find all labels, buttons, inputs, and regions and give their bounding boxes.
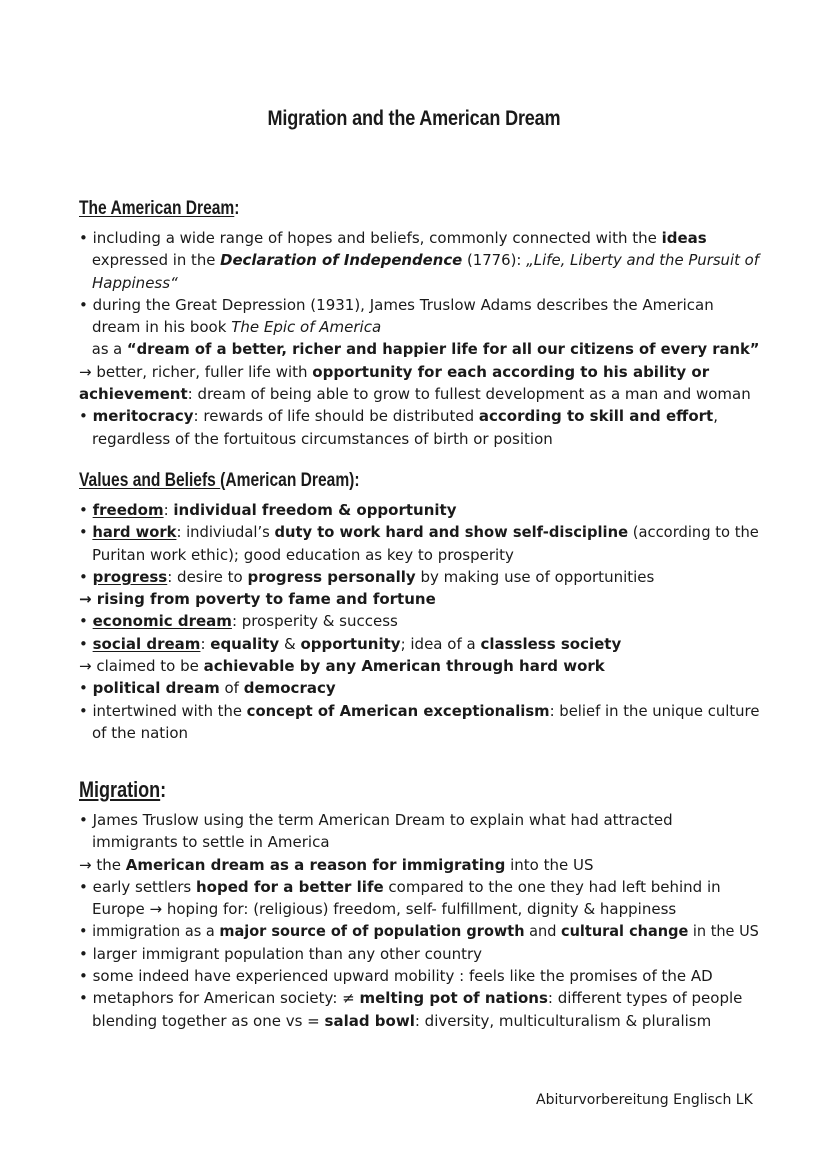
list-item: • meritocracy: rewards of life should be distributed according to skill and effort,	[79, 407, 718, 426]
list-item-continuation: Happiness“	[92, 273, 178, 292]
arrow-line: → better, richer, fuller life with opportunity for each according to his ability or	[79, 362, 710, 381]
list-item-continuation: immigrants to settle in America	[92, 833, 330, 852]
list-item-continuation: blending together as one vs = salad bowl: diversity, multiculturalism & pluralism	[92, 1011, 712, 1030]
american-dream-list	[79, 227, 759, 450]
page-footer: Abiturvorbereitung Englisch LK	[536, 1092, 753, 1108]
list-item: • social dream: equality & opportunity; idea of a classless society	[79, 634, 622, 653]
list-item: • during the Great Depression (1931), James Truslow Adams describes the American	[79, 295, 714, 314]
arrow-line-continuation: achievement: dream of being able to grow to fullest development as a man and woman	[79, 385, 751, 404]
list-item: • political dream of democracy	[79, 679, 336, 698]
arrow-line: → claimed to be achievable by any American through hard work	[79, 657, 605, 676]
list-item: • larger immigrant population than any other country	[79, 944, 483, 963]
values-list	[79, 499, 759, 744]
list-item: • freedom: individual freedom & opportunity	[79, 501, 457, 519]
list-item: • including a wide range of hopes and beliefs, commonly connected with the ideas	[79, 229, 707, 247]
list-item: • early settlers hoped for a better life compared to the one they had left behind in	[79, 877, 721, 896]
list-item: • metaphors for American society: ≠ melting pot of nations: different types of people	[79, 989, 743, 1008]
list-item-continuation: dream in his book The Epic of America	[92, 318, 382, 337]
page-title: Migration and the American Dream	[267, 107, 561, 130]
list-item: • James Truslow using the term American Dream to explain what had attracted	[79, 811, 673, 829]
list-item-continuation: expressed in the Declaration of Independence (1776): „Life, Liberty and the Pursuit of	[91, 251, 759, 270]
section-heading-values: Values and Beliefs (American Dream):	[79, 470, 360, 491]
arrow-line: → rising from poverty to fame and fortune	[79, 590, 436, 609]
list-item: • some indeed have experienced upward mobility : feels like the promises of the AD	[79, 967, 713, 986]
section-heading-american-dream: The American Dream:	[79, 198, 240, 219]
list-item: • progress: desire to progress personally by making use of opportunities	[79, 567, 655, 586]
list-item-continuation: of the nation	[92, 723, 189, 742]
list-item-continuation: as a “dream of a better, richer and happier life for all our citizens of every rank”	[91, 340, 760, 359]
section-heading-migration: Migration:	[79, 777, 167, 802]
migration-list	[79, 809, 759, 1032]
list-item: • economic dream: prosperity & success	[79, 612, 398, 631]
arrow-line: → the American dream as a reason for immigrating into the US	[79, 855, 594, 874]
list-item-continuation: regardless of the fortuitous circumstances of birth or position	[92, 429, 553, 448]
list-item-continuation: Europe → hoping for: (religious) freedom, self- fulfillment, dignity & happiness	[92, 900, 677, 919]
list-item: • immigration as a major source of of population growth and cultural change in the US	[79, 922, 759, 941]
list-item: • hard work: indiviudal’s duty to work hard and show self-discipline (according to the	[79, 523, 759, 542]
list-item: • intertwined with the concept of American exceptionalism: belief in the unique culture	[79, 701, 760, 720]
list-item-continuation: Puritan work ethic); good education as key to prosperity	[92, 545, 514, 564]
